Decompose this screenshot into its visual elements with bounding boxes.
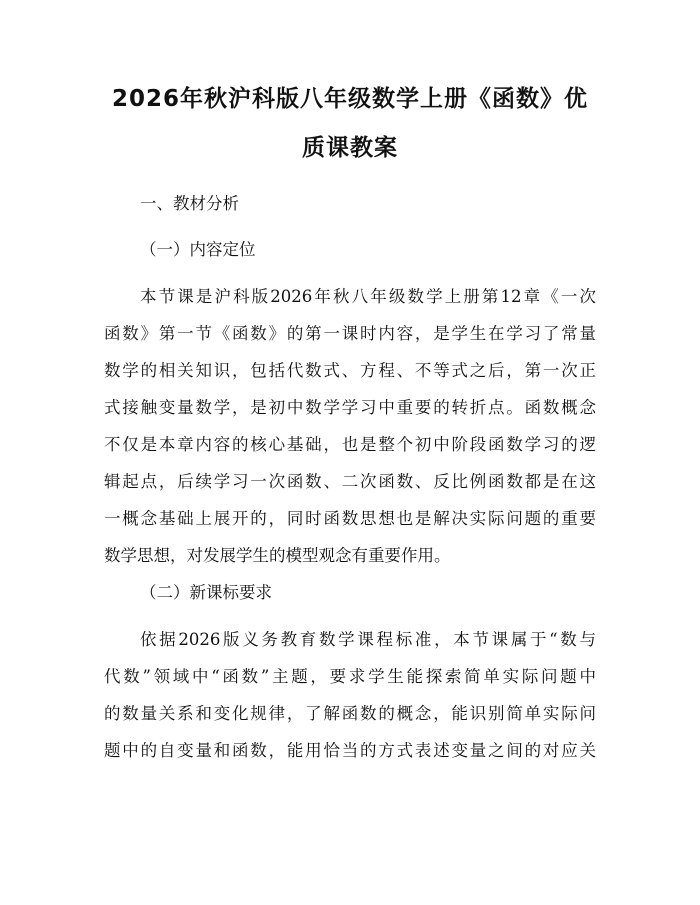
paragraph-line: 本节课是沪科版2026年秋八年级数学上册第12章《一次 — [140, 287, 596, 306]
paragraph-line: 依据2026版义务教育数学课程标准，本节课属于“数与 — [140, 630, 596, 649]
paragraph-line: 一概念基础上展开的，同时函数思想也是解决实际问题的重要 — [104, 509, 596, 528]
subsection-heading-curriculum-requirements: （二）新课标要求 — [140, 583, 272, 602]
paragraph-line: 的数量关系和变化规律，了解函数的概念，能识别简单实际问 — [104, 704, 596, 723]
subsection-heading-content-positioning: （一）内容定位 — [140, 240, 256, 259]
paragraph-line: 题中的自变量和函数，能用恰当的方式表述变量之间的对应关 — [104, 741, 596, 760]
paragraph-line: 不仅是本章内容的核心基础，也是整个初中阶段函数学习的逻 — [104, 435, 596, 454]
section-heading-textbook-analysis: 一、教材分析 — [140, 194, 239, 213]
document-title-line-2: 质课教案 — [302, 135, 398, 161]
document-title-line-1: 2026年秋沪科版八年级数学上册《函数》优 — [111, 86, 588, 112]
paragraph-line: 式接触变量数学，是初中数学学习中重要的转折点。函数概念 — [104, 398, 596, 417]
paragraph-line: 数学的相关知识，包括代数式、方程、不等式之后，第一次正 — [104, 361, 596, 380]
paragraph-line: 数学思想，对发展学生的模型观念有重要作用。 — [104, 546, 451, 565]
paragraph-line: 代数”领域中“函数”主题，要求学生能探索简单实际问题中 — [104, 667, 596, 686]
paragraph-line: 辑起点，后续学习一次函数、二次函数、反比例函数都是在这 — [104, 472, 596, 491]
paragraph-line: 函数》第一节《函数》的第一课时内容，是学生在学习了常量 — [104, 324, 596, 343]
